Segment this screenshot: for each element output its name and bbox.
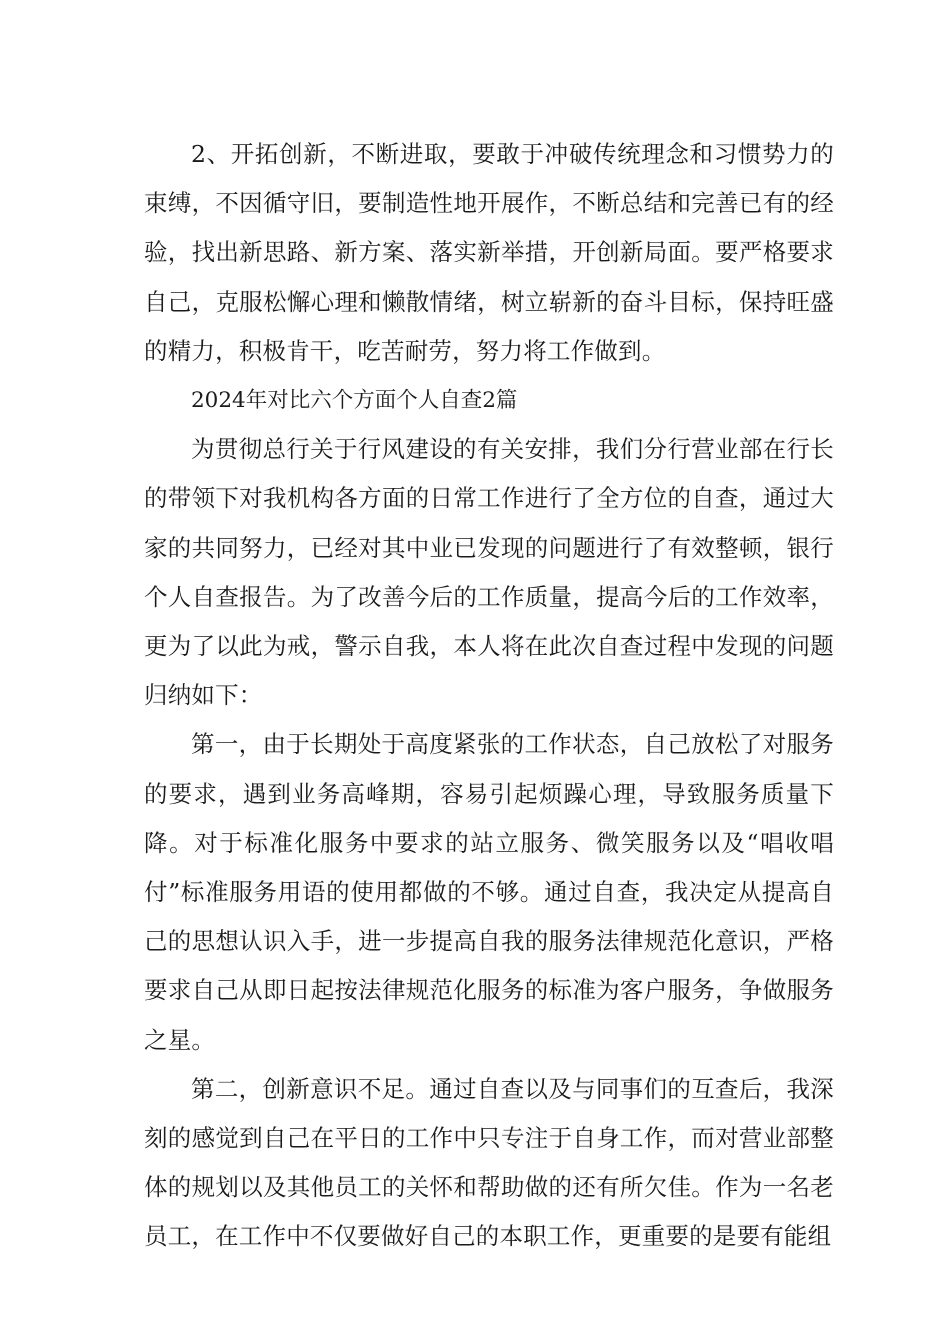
document-body bbox=[144, 130, 834, 1262]
paragraph-first-issue: 第一，由于长期处于高度紧张的工作状态，自己放松了对服务的要求，遇到业务高峰期，容易引起烦躁心理，导致服务质量下降。对于标准化服务中要求的站立服务、微笑服务以及“唱收唱付”标准服务用语的使用都做的不够。通过自查，我决定从提高自己的思想认识入手，进一步提高自我的服务法律规范化意识，严格要求自己从即日起按法律规范化服务的标准为客户服务，争做服务之星。 bbox=[144, 730, 834, 1054]
section-heading: 2024年对比六个方面个人自查2篇 bbox=[191, 388, 518, 414]
paragraph-second-issue: 第二，创新意识不足。通过自查以及与同事们的互查后，我深刻的感觉到自己在平日的工作中只专注于自身工作，而对营业部整体的规划以及其他员工的关怀和帮助做的还有所欠佳。作为一名老员工，在工作中不仅要做好自己的本职工作，更重要的是要有能组 bbox=[144, 1074, 834, 1251]
paragraph-innovation: 2、开拓创新，不断进取，要敢于冲破传统理念和习惯势力的束缚，不因循守旧，要制造性地开展作，不断总结和完善已有的经验，找出新思路、新方案、落实新举措，开创新局面。要严格要求自己，克服松懈心理和懒散情绪，树立崭新的奋斗目标，保持旺盛的精力，积极肯干，吃苦耐劳，努力将工作做到。 bbox=[144, 140, 834, 365]
paragraph-intro: 为贯彻总行关于行风建设的有关安排，我们分行营业部在行长的带领下对我机构各方面的日常工作进行了全方位的自查，通过大家的共同努力，已经对其中业已发现的问题进行了有效整顿，银行个人自查报告。为了改善今后的工作质量，提高今后的工作效率，更为了以此为戒，警示自我，本人将在此次自查过程中发现的问题归纳如下： bbox=[144, 435, 834, 710]
